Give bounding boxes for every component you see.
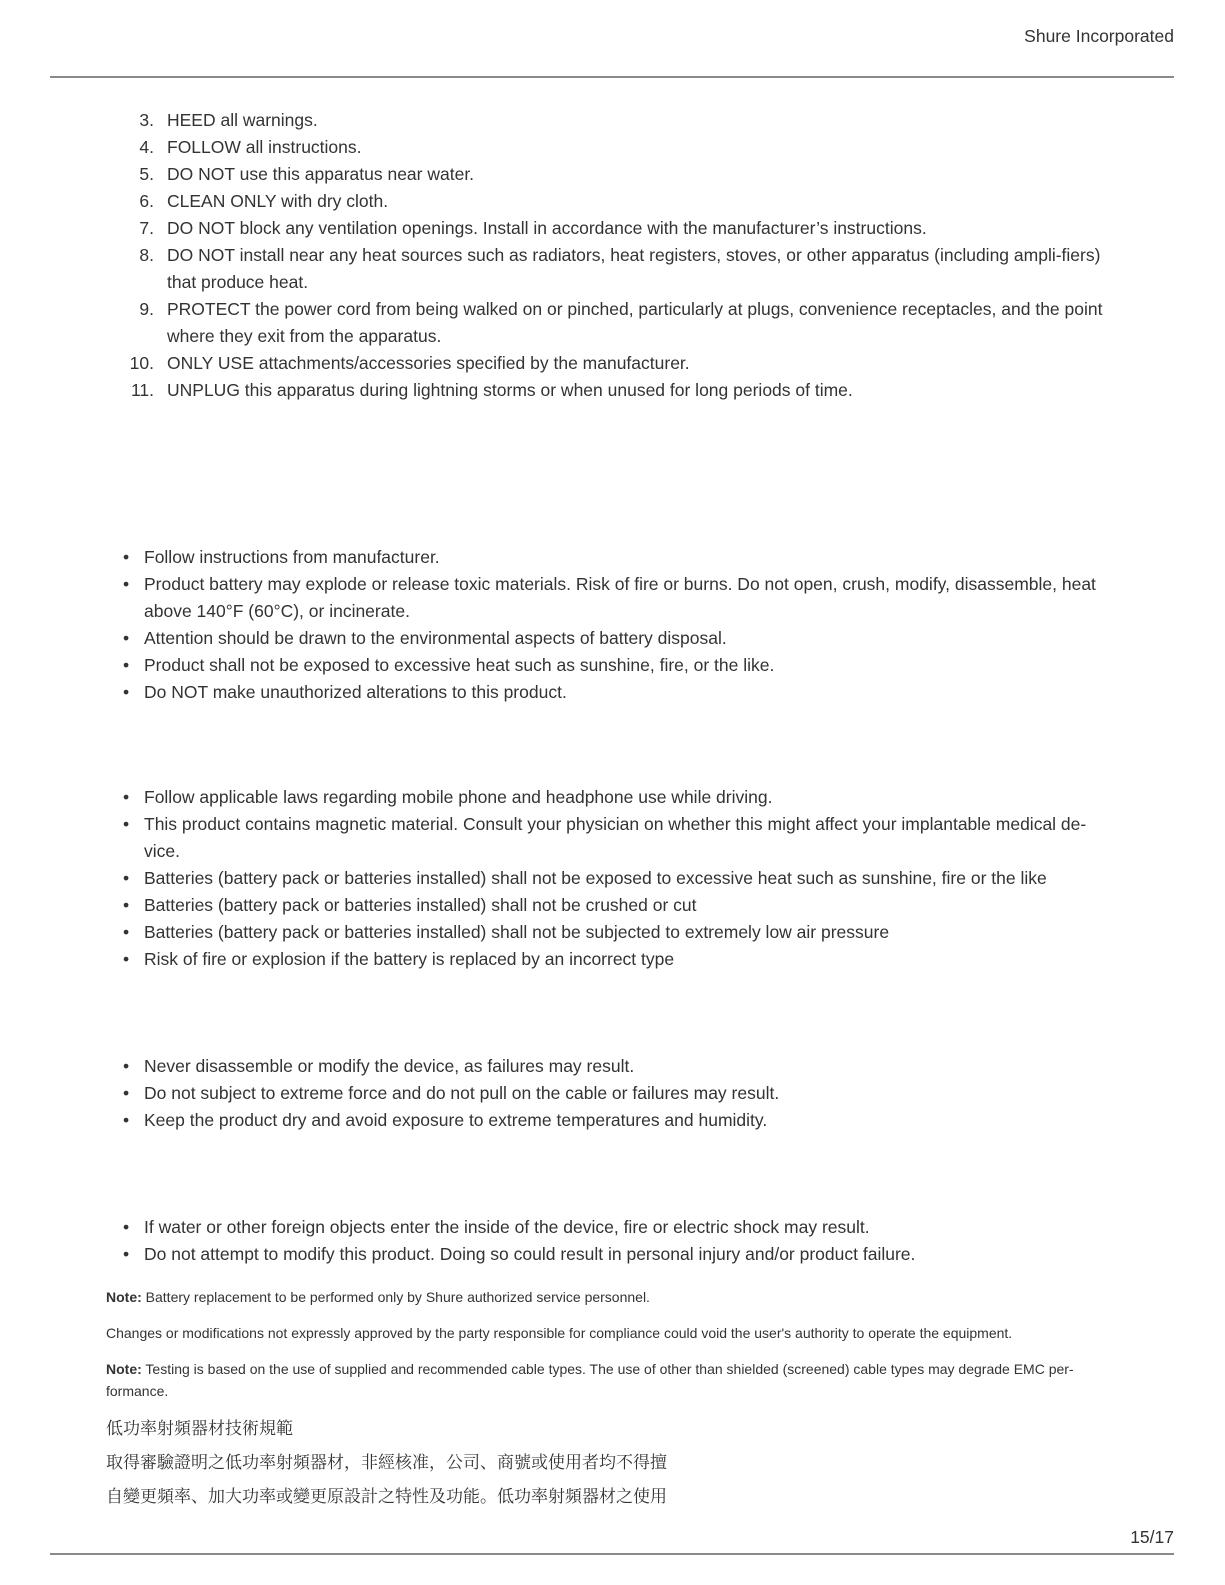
safety-instructions-list xyxy=(100,107,1120,404)
item-text: Batteries (battery pack or batteries installed) shall not be subjected to extremely low air pressure xyxy=(144,922,890,942)
item-text: Follow instructions from manufacturer. xyxy=(144,547,440,567)
bullet-icon: • xyxy=(123,868,130,888)
list-item xyxy=(100,811,1120,865)
item-number: 7. xyxy=(139,218,154,238)
bullet-icon: • xyxy=(123,787,130,807)
page-number: 15/17 xyxy=(1130,1527,1174,1547)
device-cautions-list xyxy=(100,1053,1120,1134)
list-item xyxy=(100,892,1120,919)
bullet-icon: • xyxy=(123,547,130,567)
item-number: 3. xyxy=(139,110,154,130)
item-text: Do NOT make unauthorized alterations to this product. xyxy=(144,682,567,702)
testing-note xyxy=(106,1358,1106,1402)
list-item xyxy=(100,625,1120,652)
bullet-icon: • xyxy=(123,628,130,648)
item-text: PROTECT the power cord from being walked on or pinched, particularly at plugs, convenience receptacles, and the point where they exit from the apparatus. xyxy=(167,299,1103,346)
list-item xyxy=(100,296,1120,350)
bullet-icon: • xyxy=(123,1110,130,1130)
list-item xyxy=(100,571,1120,625)
ncc-line: 自變更頻率、加大功率或變更原設計之特性及功能。低功率射頻器材之使用 xyxy=(106,1487,667,1507)
item-text: Do not subject to extreme force and do not pull on the cable or failures may result. xyxy=(144,1083,780,1103)
list-item xyxy=(100,161,1120,188)
company-name: Shure Incorporated xyxy=(1024,26,1174,46)
item-number: 11. xyxy=(130,380,154,400)
item-text: DO NOT use this apparatus near water. xyxy=(167,164,475,184)
item-text: Keep the product dry and avoid exposure to extreme temperatures and humidity. xyxy=(144,1110,768,1130)
list-item xyxy=(100,1214,1120,1241)
item-text: Batteries (battery pack or batteries installed) shall not be crushed or cut xyxy=(144,895,697,915)
item-number: 8. xyxy=(139,245,154,265)
item-text: Risk of fire or explosion if the battery is replaced by an incorrect type xyxy=(144,949,675,969)
item-text: Product shall not be exposed to excessive heat such as sunshine, fire, or the like. xyxy=(144,655,775,675)
ncc-line: 取得審驗證明之低功率射頻器材，非經核准，公司、商號或使用者均不得擅 xyxy=(106,1453,667,1473)
bullet-icon: • xyxy=(123,949,130,969)
list-item xyxy=(100,188,1120,215)
list-item xyxy=(100,784,1120,811)
bullet-icon: • xyxy=(123,1083,130,1103)
item-number: 5. xyxy=(139,164,154,184)
item-number: 10. xyxy=(129,353,154,373)
note-label: Note: xyxy=(106,1289,142,1305)
item-text: Attention should be drawn to the environmental aspects of battery disposal. xyxy=(144,628,727,648)
bullet-icon: • xyxy=(123,574,130,594)
list-item xyxy=(100,350,1120,377)
list-item xyxy=(100,1053,1120,1080)
item-number: 9. xyxy=(139,299,154,319)
note-text: Testing is based on the use of supplied and recommended cable types. The use of other than shielded (screened) cable types may degrade EMC per-formance. xyxy=(106,1361,1074,1399)
bullet-icon: • xyxy=(123,682,130,702)
item-text: CLEAN ONLY with dry cloth. xyxy=(167,191,389,211)
footer-divider xyxy=(50,1553,1174,1555)
bullet-icon: • xyxy=(123,922,130,942)
battery-warnings-list xyxy=(100,544,1120,706)
battery-replacement-note xyxy=(106,1286,1106,1308)
list-item xyxy=(100,134,1120,161)
bullet-icon: • xyxy=(123,814,130,834)
item-number: 4. xyxy=(139,137,154,157)
bullet-icon: • xyxy=(123,1056,130,1076)
list-item xyxy=(100,919,1120,946)
list-item xyxy=(100,1080,1120,1107)
item-text: Batteries (battery pack or batteries installed) shall not be exposed to excessive heat such as sunshine, fire or the like xyxy=(144,868,1047,888)
list-item xyxy=(100,242,1120,296)
bullet-icon: • xyxy=(123,1244,130,1264)
item-text: DO NOT install near any heat sources such as radiators, heat registers, stoves, or other apparatus (including ampli-fiers) that produce heat. xyxy=(167,245,1101,292)
list-item xyxy=(100,1107,1120,1134)
bullet-icon: • xyxy=(123,1217,130,1237)
list-item xyxy=(100,215,1120,242)
bullet-icon: • xyxy=(123,655,130,675)
item-text: DO NOT block any ventilation openings. Install in accordance with the manufacturer’s instructions. xyxy=(167,218,927,238)
item-text: This product contains magnetic material. Consult your physician on whether this might affect your implantable medical de-vice. xyxy=(144,814,1087,861)
usage-warnings-list xyxy=(100,784,1120,973)
item-text: If water or other foreign objects enter the inside of the device, fire or electric shock may result. xyxy=(144,1217,870,1237)
item-text: ONLY USE attachments/accessories specified by the manufacturer. xyxy=(167,353,690,373)
note-text: Battery replacement to be performed only by Shure authorized service personnel. xyxy=(145,1289,650,1305)
item-text: UNPLUG this apparatus during lightning storms or when unused for long periods of time. xyxy=(167,380,853,400)
item-text: Follow applicable laws regarding mobile phone and headphone use while driving. xyxy=(144,787,773,807)
list-item xyxy=(100,679,1120,706)
item-text: Product battery may explode or release toxic materials. Risk of fire or burns. Do not open, crush, modify, disassemble, heat above 140°F (60°C), or incinerate. xyxy=(144,574,1096,621)
list-item xyxy=(100,377,1120,404)
list-item xyxy=(100,652,1120,679)
item-text: Do not attempt to modify this product. Doing so could result in personal injury and/or product failure. xyxy=(144,1244,916,1264)
list-item xyxy=(100,1241,1120,1268)
header-divider xyxy=(50,76,1174,78)
item-text: HEED all warnings. xyxy=(167,110,318,130)
note-label: Note: xyxy=(106,1361,142,1377)
list-item xyxy=(100,544,1120,571)
item-text: Never disassemble or modify the device, as failures may result. xyxy=(144,1056,635,1076)
item-number: 6. xyxy=(139,191,154,211)
list-item xyxy=(100,946,1120,973)
bullet-icon: • xyxy=(123,895,130,915)
item-text: FOLLOW all instructions. xyxy=(167,137,362,157)
list-item xyxy=(100,865,1120,892)
hazard-warnings-list xyxy=(100,1214,1120,1268)
changes-note: Changes or modifications not expressly approved by the party responsible for compliance could void the user's authority to operate the equipment. xyxy=(106,1325,1013,1341)
ncc-title: 低功率射頻器材技術規範 xyxy=(106,1419,293,1439)
list-item xyxy=(100,107,1120,134)
